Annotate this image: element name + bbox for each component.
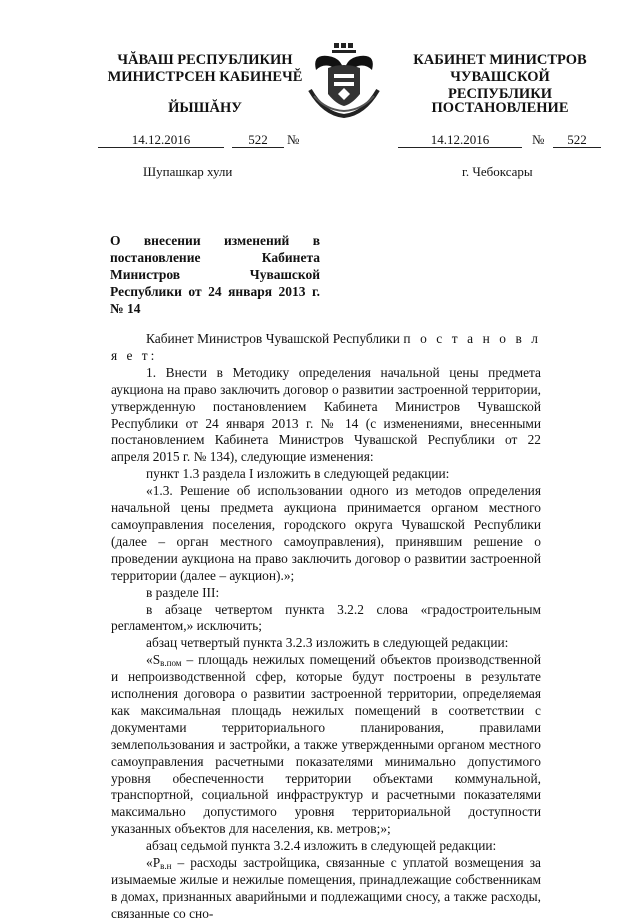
intro-paragraph: [111, 331, 541, 365]
chuvash-coat-of-arms-emblem-icon: [304, 40, 384, 120]
formula-subscript-s: в.пом: [160, 658, 182, 669]
paragraph-9-text: – расходы застройщика, связанные с уплатой возмещения за изымаемые жилые и нежилые помещения, принадлежащие собственникам в домах, признанных аварийными и подлежащими сносу, а также расходы, связанные со сно-: [111, 855, 541, 921]
paragraph-1: 1. Внести в Методику определения начальной цены предмета аукциона на право заключить договор о развитии застроенной территории, утвержденную постановлением Кабинета Министров Чувашской Республики от 24 января 2013 г. № 14 (с изменениями, внесенными постановлением Кабинета Министров Чувашской Республики от 22 апреля 2015 г. № 134), следующие изменения:: [111, 364, 541, 465]
paragraph-8: абзац седьмой пункта 3.2.4 изложить в следующей редакции:: [146, 838, 497, 854]
right-number: 522: [553, 132, 601, 148]
left-place: Шупашкар хули: [143, 164, 233, 179]
date-number-row: [0, 132, 640, 148]
formula-subscript-p: в.н: [160, 861, 172, 872]
paragraph-4: в разделе III:: [146, 584, 220, 600]
formula-symbol-s: «S: [146, 652, 161, 668]
intro-verb: п о с т а н о в л я е т:: [111, 331, 541, 363]
header-right-line1: КАБИНЕТ МИНИСТРОВ: [413, 52, 587, 68]
right-number-sign: №: [532, 132, 545, 147]
intro-name: Кабинет Министров Чувашской Республики: [146, 331, 400, 346]
document-subject: О внесении изменений в постановление Кабинета Министров Чувашской Республики от 24 января 2013 г. № 14: [110, 233, 320, 316]
formula-symbol-p: «P: [146, 855, 161, 871]
document-body: [111, 331, 541, 923]
paragraph-7: [111, 652, 541, 838]
left-date: 14.12.2016: [98, 132, 224, 148]
paragraph-3: «1.3. Решение об использовании одного из методов определения начальной цены предмета аукциона принимается органом местного самоуправления поселения, городского округа Чувашской Республики (далее – орган местного самоуправления), принявшим решение о проведении аукциона на право заключить договор о развитии застроенной территории (далее – аукцион).»;: [111, 483, 541, 583]
paragraph-7-text: – площадь нежилых помещений объектов производственной и непроизводственной сфер, которые будут построены в результате исполнения договора о развитии застроенной территории, определяемая как максимальная площадь нежилых помещений в соответствии с документами территориального планирования, правилами землепользования и застройки, а также утвержденными органом местного самоуправления расчетными показателями минимально допустимого уровня обеспеченности территории объектами коммунальной, транспортной, социальной инфраструктур и расчетными показателями максимально допустимого уровня территориальной доступности указанных объектов для населения, кв. метров;»;: [111, 652, 541, 837]
header-left-doc-type: ЙЫШĂНУ: [168, 100, 242, 116]
header-left: [100, 52, 310, 86]
paragraph-9: [111, 855, 541, 923]
left-number-sign: №: [287, 132, 300, 147]
right-date: 14.12.2016: [398, 132, 522, 148]
header-right-doc-type: ПОСТАНОВЛЕНИЕ: [431, 100, 569, 116]
left-number: 522: [232, 132, 284, 148]
right-place: г. Чебоксары: [462, 164, 533, 179]
header-right: [400, 52, 600, 103]
header-left-line1: ЧĂВАШ РЕСПУБЛИКИН: [117, 52, 293, 68]
paragraph-5: в абзаце четвертом пункта 3.2.2 слова «градостроительным регламентом,» исключить;: [111, 601, 541, 634]
paragraph-2: пункт 1.3 раздела I изложить в следующей редакции:: [146, 466, 450, 482]
header-right-line2: ЧУВАШСКОЙ РЕСПУБЛИКИ: [447, 69, 553, 102]
header-left-line2: МИНИСТРСЕН КАБИНЕЧĔ: [107, 69, 303, 85]
paragraph-6: абзац четвертый пункта 3.2.3 изложить в следующей редакции:: [146, 635, 509, 651]
